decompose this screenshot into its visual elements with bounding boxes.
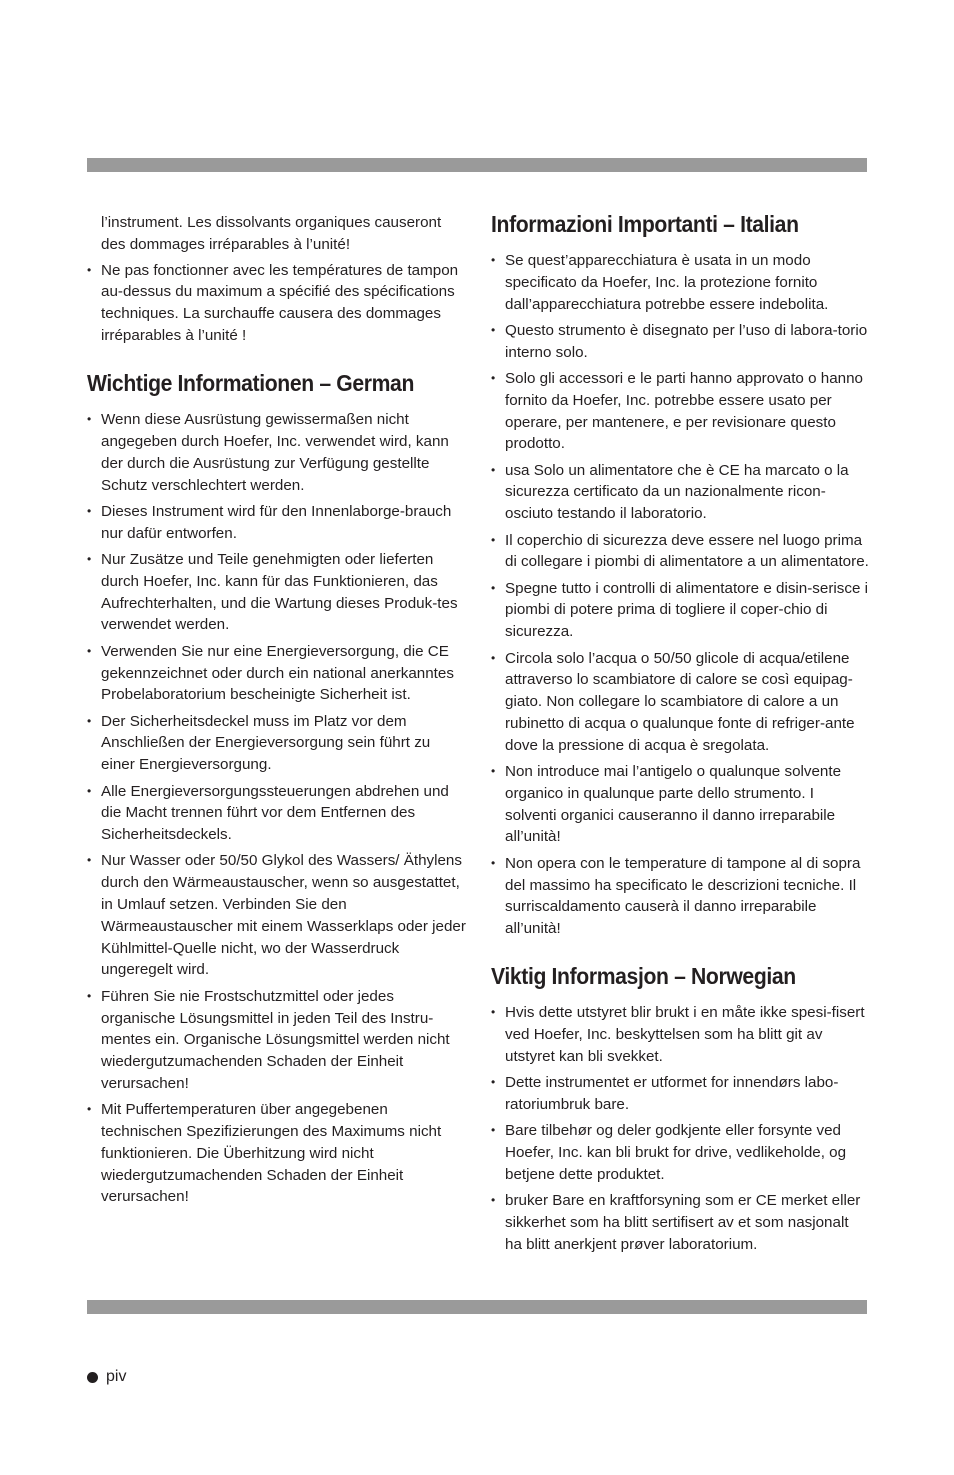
list-item: • Ne pas fonctionner avec les températures de tampon au-dessus du maximum a spécifié des spécifications techniques. La surchauffe causera des dommages irréparables à l’unité ! <box>87 261 459 344</box>
bullet-icon: • <box>491 322 496 337</box>
bullet-icon: • <box>87 783 92 798</box>
right-column <box>491 210 869 1260</box>
bottom-rule <box>87 1300 867 1314</box>
list-item: • Verwenden Sie nur eine Energieversorgung, die CE gekennzeichnet oder durch ein national anerkanntes Probelaboratorium bescheinigte Sicherheit ist. <box>87 642 454 704</box>
bullet-icon: • <box>87 643 92 658</box>
bullet-icon: • <box>87 853 92 868</box>
bullet-icon: • <box>87 552 92 567</box>
page-number: piv <box>106 1368 127 1385</box>
list-item: • Mit Puffertemperaturen über angegebenen technischen Spezifizierungen des Maximums nicht funktionieren. Die Überhitzung wird nicht wiedergutzumachenden Schaden der Einheit verursachen! <box>87 1101 442 1206</box>
list-item: • Hvis dette utstyret blir brukt i en måte ikke spesi-fisert ved Hoefer, Inc. beskyttelsen som ha blitt git av utstyret kan bli svekket. <box>491 1004 865 1065</box>
page-footer <box>87 1368 126 1386</box>
list-item: • Il coperchio di sicurezza deve essere nel luogo prima di collegare i piombi di alimentatore a un alimentatore. <box>491 531 869 571</box>
bullet-icon: • <box>491 1075 496 1090</box>
bullet-icon: • <box>491 253 496 267</box>
left-column <box>87 212 467 1213</box>
top-rule <box>87 158 867 172</box>
bullet-icon: • <box>491 580 496 595</box>
bullet-icon: • <box>491 855 496 870</box>
list-item: • Nur Wasser oder 50/50 Glykol des Wassers/ Äthylens durch den Wärmeaustauscher, wenn so ausgestattet, in Umlauf setzen. Verbinden Sie den Wärmeaustauscher mit einem Wasserklaps oder jeder Kühlmittel-Quelle nicht, wo der Wasserdruck ungeregelt wird. <box>87 852 466 979</box>
bullet-icon: • <box>491 1005 496 1020</box>
bullet-icon: • <box>491 1123 496 1138</box>
bullet-icon: • <box>491 462 496 477</box>
list-item: • Alle Energieversorgungssteuerungen abdrehen und die Macht trennen führt vor dem Entfernen des Sicherheitsdeckels. <box>87 782 449 844</box>
bullet-icon: • <box>491 532 496 547</box>
list-item: • Wenn diese Ausrüstung gewissermaßen nicht angegeben durch Hoefer, Inc. verwendet wird, kann der durch die Ausrüstung zur Verfügung gestellte Schutz verschlechtert werden. <box>87 411 449 494</box>
list-item: • bruker Bare en kraftforsyning som er CE merket eller sikkerhet som ha blitt sertifisert av et som nasjonalt ha blitt anerkjent prøver laboratorium. <box>491 1192 861 1253</box>
german-heading: Wichtige Informationen – German <box>87 370 415 397</box>
norwegian-list <box>491 1002 869 1255</box>
list-item: • Dieses Instrument wird für den Innenlaborge-brauch nur dafür entworfen. <box>87 502 452 542</box>
french-continuation: l’instrument. Les dissolvants organiques causeront des dommages irréparables à l’unité! <box>101 214 442 253</box>
list-item: • Bare tilbehør og deler godkjente eller forsynte ved Hoefer, Inc. kan bli brukt for drive, vedlikeholde, og betjene dette produktet. <box>491 1122 847 1183</box>
list-item: • Spegne tutto i controlli di alimentatore e disin-serisce i piombi di potere prima di togliere il coper-chio di sicurezza. <box>491 579 868 641</box>
french-list <box>87 260 467 347</box>
bullet-icon: • <box>87 1102 92 1117</box>
italian-heading: Informazioni Importanti – Italian <box>491 211 799 237</box>
bullet-dot-icon <box>87 1372 98 1383</box>
italian-list <box>491 250 869 940</box>
norwegian-heading: Viktig Informasjon – Norwegian <box>491 963 796 990</box>
bullet-icon: • <box>87 988 92 1003</box>
bullet-icon: • <box>491 370 496 385</box>
bullet-icon: • <box>491 650 496 665</box>
bullet-icon: • <box>87 503 92 518</box>
list-item: • Circola solo l’acqua o 50/50 glicole di acqua/etilene attraverso lo scambiatore di calore se così equipag-giato. Non collegare lo scambiatore di calore a un rubinetto di acqua o qualunque fonte di refriger-ante dove la pressione di acqua è sregolata. <box>491 649 855 754</box>
list-item: • Der Sicherheitsdeckel muss im Platz vor dem Anschließen der Energieversorgung sein führt zu einer Energieversorgung. <box>87 712 431 774</box>
list-item: • Non opera con le temperature di tampone al di sopra del massimo ha specificato le descrizioni tecniche. Il surriscaldamento causerà il danno irreparabile all’unità! <box>491 854 861 938</box>
bullet-icon: • <box>87 412 92 427</box>
list-item: • Questo strumento è disegnato per l’uso di labora-torio interno solo. <box>491 321 868 361</box>
bullet-icon: • <box>87 713 92 728</box>
list-item: • Solo gli accessori e le parti hanno approvato o hanno fornito da Hoefer, Inc. potrebbe essere usato per operare, per mantenere, e per revisionare questo prodotto. <box>491 369 863 453</box>
list-item: • Se quest’apparecchiatura è usata in un modo specificato da Hoefer, Inc. la protezione fornito dall’apparecchiatura potrebbe essere indebolita. <box>491 252 829 313</box>
bullet-icon: • <box>491 764 496 779</box>
list-item: • usa Solo un alimentatore che è CE ha marcato o la sicurezza certificato da un nazionalmente ricon-osciuto testando il laboratorio. <box>491 461 849 523</box>
german-list <box>87 409 467 1208</box>
list-item: • Non introduce mai l’antigelo o qualunque solvente organico in qualunque parte dello strumento. I solventi organici causeranno il danno irreparabile all’unità! <box>491 763 842 846</box>
list-item: • Dette instrumentet er utformet for innendørs labo-ratoriumbruk bare. <box>491 1074 839 1114</box>
bullet-icon: • <box>491 1193 496 1208</box>
list-item: • Führen Sie nie Frostschutzmittel oder jedes organische Lösungsmittel in jeden Teil des Instru-mentes ein. Organische Lösungsmittel werden nicht wiedergutzumachenden Schaden der Einheit verursachen! <box>87 987 450 1092</box>
list-item: • Nur Zusätze und Teile genehmigten oder lieferten durch Hoefer, Inc. kann für das Funktionieren, das Aufrechterhalten, und die Wartung dieses Produk-tes verwendet werden. <box>87 551 458 634</box>
